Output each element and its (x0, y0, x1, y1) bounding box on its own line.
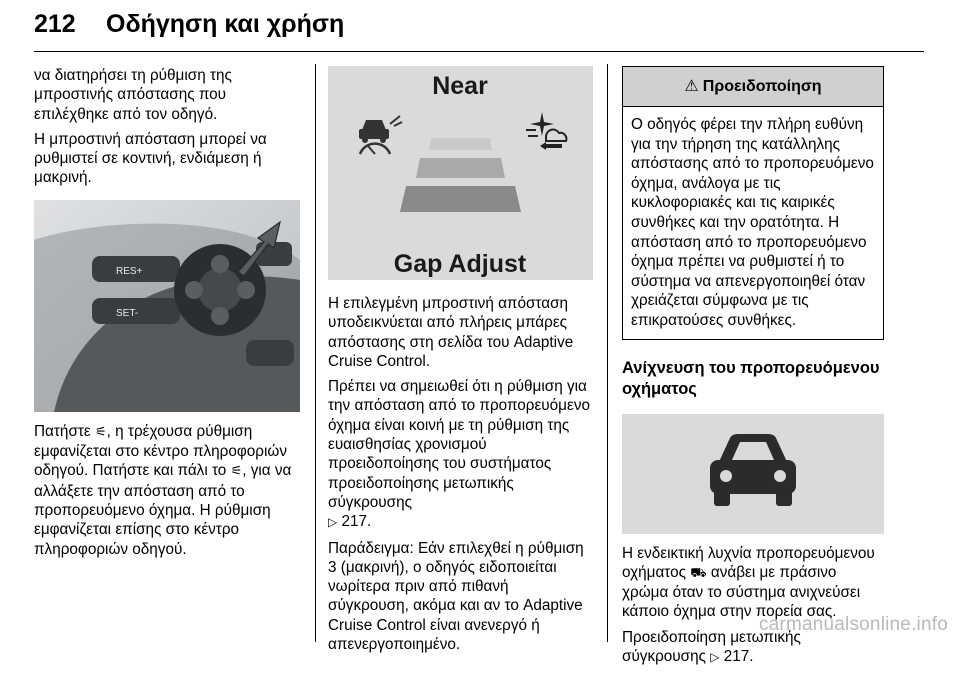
warning-header (623, 67, 883, 107)
section-heading: Ανίχνευση του προπορευόμενου οχήματος (622, 358, 880, 398)
column-middle (328, 66, 593, 660)
page-reference-link[interactable]: 217. (341, 513, 372, 531)
gap-adjust-icon: ⚟ (230, 464, 243, 480)
column-divider (607, 64, 608, 642)
warning-text: Ο οδηγός φέρει την πλήρη ευθύνη για την τήρηση της κατάλληλης απόστασης από το προπορευόμενο όχημα, ανάλογα με τις κυκλοφοριακές και τις καιρικές συνθήκες και την ορατότητα. Η απόσταση από το προπορευόμενο όχημα πρέπει να ρυθμιστεί ή το σύστημα να απενεργοποιηθεί όταν χρειάζεται σύμφωνα με τις επικρατούσες συνθήκες. (631, 116, 874, 329)
distance-bar-1 (429, 138, 492, 150)
vehicle-ahead-indicator-figure (622, 414, 884, 534)
page-reference-link[interactable]: 217. (723, 648, 754, 666)
paragraph-with-ref: Προειδοποίηση μετωπικής σύγκρουσης ▷ 217. (622, 628, 801, 666)
paragraph: να διατηρήσει τη ρύθμιση της μπροστινής απόστασης που επιλέχθηκε από τον οδηγό. (34, 67, 232, 123)
gap-adjust-display (328, 66, 593, 280)
warning-box (622, 66, 884, 340)
distance-bar-2 (416, 158, 505, 178)
paragraph: Η επιλεγμένη μπροστινή απόσταση υποδεικνύεται από πλήρεις μπάρες απόστασης στη σελίδα του Adaptive Cruise Control. (328, 295, 574, 370)
warning-title: Προειδοποίηση (702, 77, 822, 95)
gap-adjust-display-figure (328, 66, 593, 280)
page-number: 212 (34, 10, 76, 38)
display-title: Near (432, 72, 488, 100)
paragraph: Η μπροστινή απόσταση μπορεί να ρυθμιστεί σε κοντινή, ενδιάμεση ή μακρινή. (34, 130, 267, 187)
display-caption: Gap Adjust (393, 250, 527, 278)
distance-bar-3 (400, 186, 521, 212)
steering-wheel-figure (34, 200, 300, 412)
paragraph-with-ref: Πρέπει να σημειωθεί ότι η ρύθμιση για την απόσταση από το προπορευόμενο όχημα είναι κοινή με τη ρύθμιση της ευαισθησίας χρονισμού προειδοποίησης του συστήματος προειδοποίησης μετωπικής σύγκρουσης ▷ 217. (328, 378, 590, 531)
page-header (34, 6, 924, 52)
chapter-title: Οδήγηση και χρήση (106, 10, 345, 38)
column-left (34, 66, 302, 565)
warning-triangle-icon: ⚠ (684, 77, 699, 95)
paragraph: Παράδειγμα: Εάν επιλεχθεί η ρύθμιση 3 (μακρινή), ο οδηγός ειδοποιείται νωρίτερα πριν από πιθανή σύγκρουση, ακόμα και αν το Adaptive Cruise Control είναι ανενεργό ή απενεργοποιημένο. (328, 539, 584, 654)
column-divider (315, 64, 316, 642)
page-reference-arrow-icon: ▷ (328, 515, 338, 530)
res-plus-label: RES+ (116, 265, 143, 277)
watermark: carmanualsonline.info (758, 614, 948, 635)
paragraph-gap-button: Πατήστε ⚟, η τρέχουσα ρύθμιση εμφανίζεται στο κέντρο πληροφοριών οδηγού. Πατήστε και πάλι το ⚟, για να αλλάξετε την απόσταση από το προπορευόμενο όχημα. Η ρύθμιση εμφανίζεται επίσης στο κέντρο πληροφοριών οδηγού. (34, 422, 292, 558)
page-reference-arrow-icon: ▷ (710, 650, 720, 665)
column-right (622, 66, 884, 673)
vehicle-ahead-icon (622, 414, 884, 534)
set-minus-label: SET- (116, 307, 139, 319)
steering-wheel-illustration (34, 200, 300, 412)
gap-adjust-icon: ⚟ (95, 424, 107, 440)
vehicle-ahead-inline-icon: ⛟ (690, 565, 707, 581)
paragraph-indicator: Η ενδεικτική λυχνία προπορευόμενου οχήματος ⛟ ανάβει με πράσινο χρώμα όταν το σύστημα ανιχνεύσει κάποιο όχημα στην πορεία σας. (622, 544, 875, 621)
